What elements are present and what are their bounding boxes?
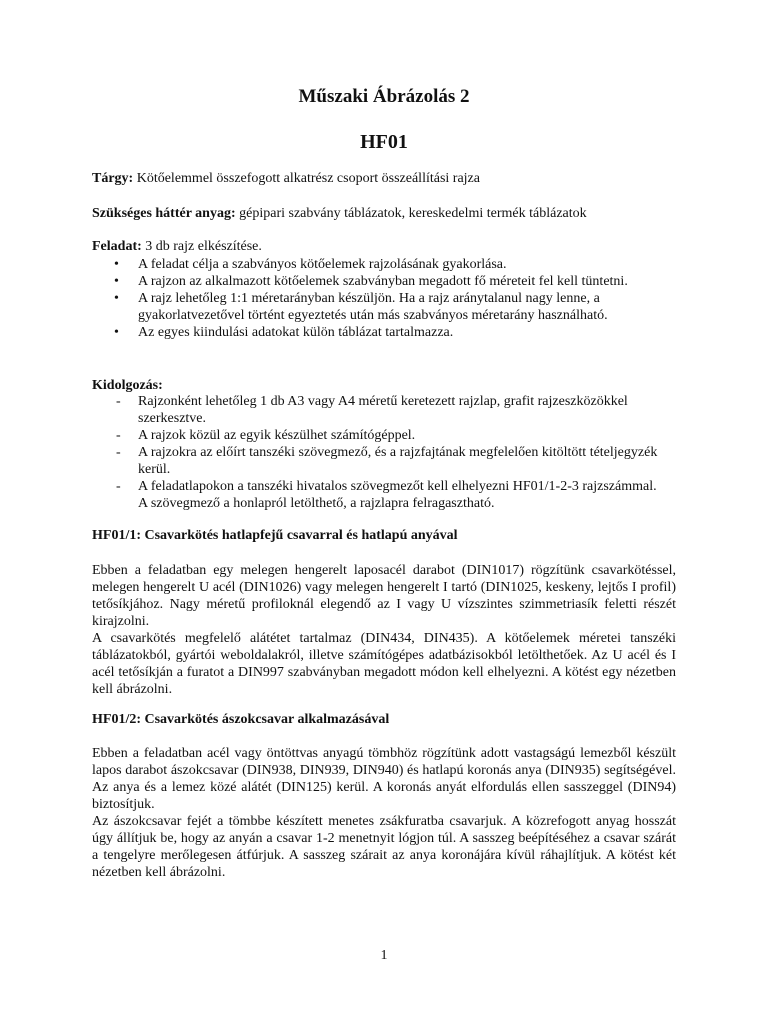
targy-line [92,170,480,187]
hatter-value: gépipari szabvány táblázatok, kereskedelmi termék táblázatok [235,206,587,221]
hf01-2-heading: HF01/2: Csavarkötés ászokcsavar alkalmazásával [92,712,390,727]
feladat-value: 3 db rajz elkészítése. [141,239,262,254]
list-item: • A rajz lehetőleg 1:1 méretarányban készüljön. Ha a rajz aránytalanul nagy lenne, a gyakorlatvezetővel történt egyeztetés után más szabványos méretarány használható. [92,290,662,324]
paragraph: Az ászokcsavar fejét a tömbbe készített menetes zsákfuratba csavarjuk. A közrefogott anyag hosszát úgy állítjuk be, hogy az anyán a csavar 1-2 menetnyit lógjon túl. A sasszeg beépítéséhez a csavar szárát a tengelyre merőlegesen átfúrjuk. A sasszeg szárait az anya koronájára kívül ráhajlítjuk. A kötést két nézetben kell ábrázolni. [92,814,676,880]
list-item: • Az egyes kiindulási adatokat külön táblázat tartalmazza. [92,324,662,341]
list-item: - A rajzok közül az egyik készülhet számítógéppel. [92,427,662,444]
document-subtitle: HF01 [360,131,408,153]
list-item: - A feladatlapokon a tanszéki hivatalos szövegmezőt kell elhelyezni HF01/1-2-3 rajzszámmal. A szövegmező a honlapról letölthető, a rajzlapra felragasztható. [92,478,662,512]
list-item: - A rajzokra az előírt tanszéki szövegmező, és a rajzfajtának megfelelően kitöltött tételjegyzék kerül. [92,444,662,478]
list-item: • A feladat célja a szabványos kötőelemek rajzolásának gyakorlása. [92,256,662,273]
kidolgozas-heading: Kidolgozás: [92,378,163,393]
hf01-1-heading: HF01/1: Csavarkötés hatlapfejű csavarral és hatlapú anyával [92,528,458,543]
targy-value: Kötőelemmel összefogott alkatrész csoport összeállítási rajza [133,171,480,186]
feladat-line [92,238,262,255]
list-item: - Rajzonként lehetőleg 1 db A3 vagy A4 méretű keretezett rajzlap, grafit rajzeszközökkel szerkesztve. [92,393,662,427]
hatter-line [92,205,587,222]
paragraph: Ebben a feladatban acél vagy öntöttvas anyagú tömbhöz rögzítünk adott vastagságú lemezből készült lapos darabot ászokcsavar (DIN938, DIN939, DIN940) és hatlapú koronás anya (DIN935) segítségével. Az anya és a lemez közé alátét (DIN125) kerül. A koronás anyát elfordulás ellen sasszeggel (DIN94) biztosítjuk. [92,746,676,812]
kidolgozas-list [92,393,662,512]
document-title: Műszaki Ábrázolás 2 [298,86,470,107]
hf01-1-body [92,562,676,698]
paragraph: Ebben a feladatban egy melegen hengerelt laposacél darabot (DIN1017) rögzítünk csavarkötéssel, melegen hengerelt U acél (DIN1026) vagy melegen hengerelt I tartó (DIN1025, keskeny, lejtős I profil) tetősíkjához. Nagy méretű profiloknál elegendő az I vagy U vízszintes szimmetriasík feletti részét kirajzolni. [92,563,676,629]
hf01-2-body [92,745,676,881]
page-number: 1 [380,948,388,963]
targy-label: Tárgy: [92,171,134,186]
list-item: • A rajzon az alkalmazott kötőelemek szabványban megadott fő méreteit fel kell tüntetni. [92,273,662,290]
feladat-label: Feladat: [92,239,142,254]
hatter-label: Szükséges háttér anyag: [92,206,236,221]
paragraph: A csavarkötés megfelelő alátétet tartalmaz (DIN434, DIN435). A kötőelemek méretei tanszéki táblázatokból, gyártói weboldalakról, illetve számítógépes adatbázisokból letölthetőek. Az U acél és I acél tetősíkján a furatot a DIN997 szabványban megadott módon kell elhelyezni. A kötést egy nézetben kell ábrázolni. [92,631,676,697]
feladat-bullet-list [92,256,662,341]
